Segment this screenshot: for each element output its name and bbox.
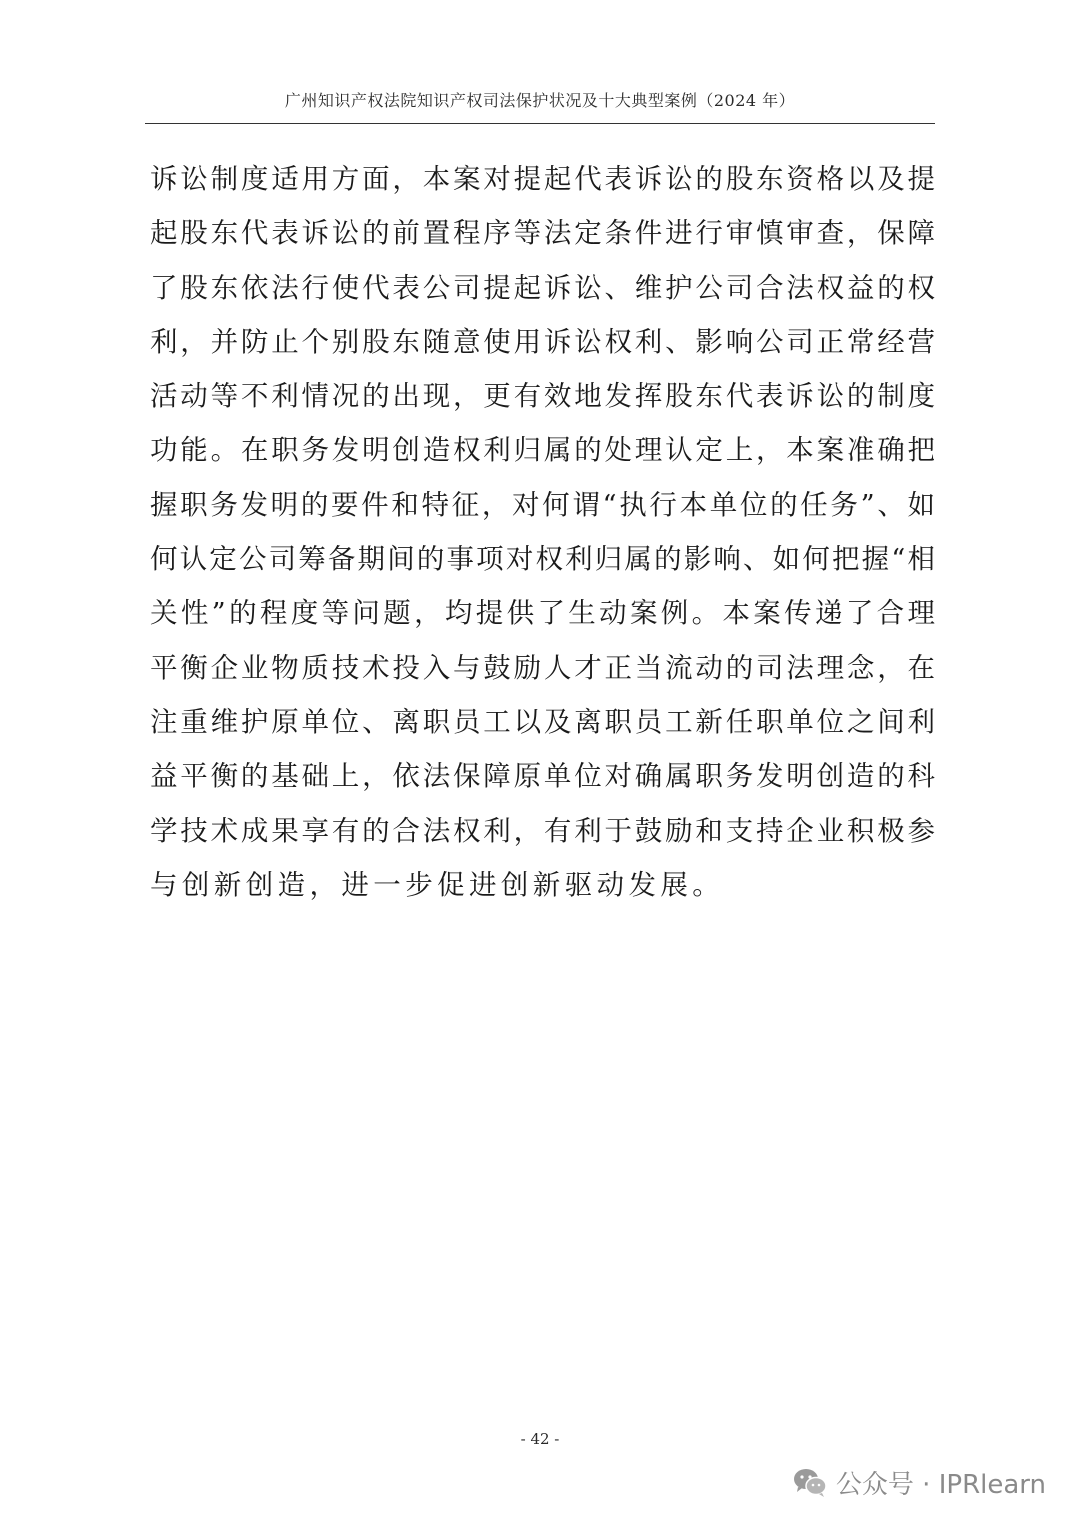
text-line: 益平衡的基础上，依法保障原单位对确属职务发明创造的科 [150,760,935,793]
text-line: 活动等不利情况的出现，更有效地发挥股东代表诉讼的制度 [150,380,935,413]
watermark [792,1462,1046,1502]
text-line: 平衡企业物质技术投入与鼓励人才正当流动的司法理念，在 [150,651,935,684]
text-line: 功能。在职务发明创造权利归属的处理认定上，本案准确把 [150,434,935,467]
text-line: 学技术成果享有的合法权利，有利于鼓励和支持企业积极参 [150,814,935,847]
text-line: 注重维护原单位、离职员工以及离职员工新任职单位之间利 [150,705,935,738]
text-line: 关性”的程度等问题，均提供了生动案例。本案传递了合理 [150,597,935,630]
header-divider [145,123,935,124]
wechat-icon [792,1466,828,1498]
text-line: 何认定公司筹备期间的事项对权利归属的影响、如何把握“相 [150,543,935,576]
text-line: 握职务发明的要件和特征，对何谓“执行本单位的任务”、如 [150,488,935,521]
running-header: 广州知识产权法院知识产权司法保护状况及十大典型案例（2024 年） [284,91,796,110]
body-paragraph [150,152,935,912]
page-number: - 42 - [520,1430,560,1448]
text-line: 了股东依法行使代表公司提起诉讼、维护公司合法权益的权 [150,271,935,304]
text-line: 利，并防止个别股东随意使用诉讼权利、影响公司正常经营 [150,325,935,358]
text-line: 与创新创造，进一步促进创新驱动发展。 [150,868,725,901]
text-line: 诉讼制度适用方面，本案对提起代表诉讼的股东资格以及提 [150,163,935,195]
watermark-text: 公众号 · IPRlearn [835,1469,1046,1500]
text-line: 起股东代表诉讼的前置程序等法定条件进行审慎审查，保障 [150,217,935,250]
